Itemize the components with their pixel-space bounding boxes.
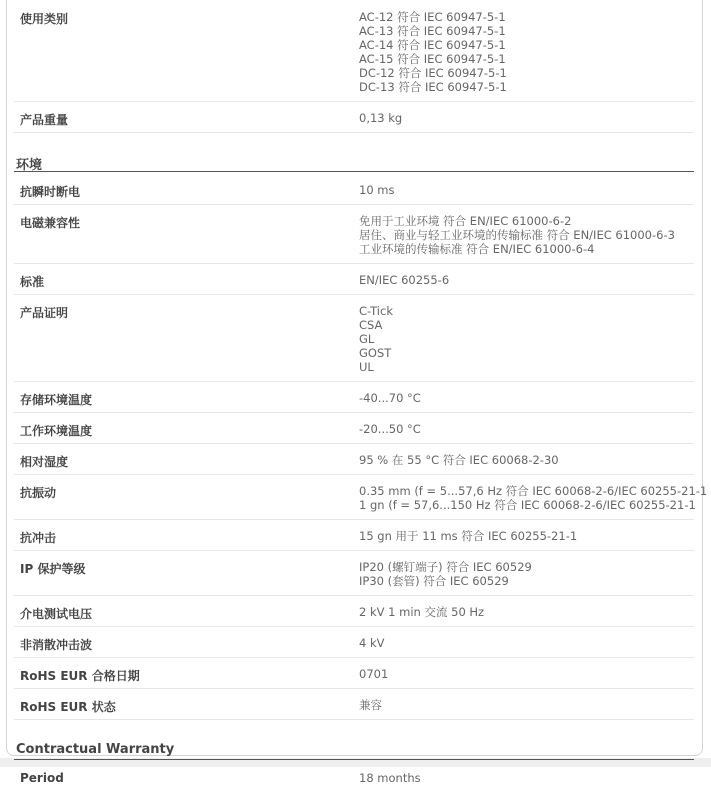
spec-value-line: 0.35 mm (f = 5...57,6 Hz 符合 IEC 60068-2-6/IEC 60255-21-1 xyxy=(359,484,708,498)
spec-row xyxy=(14,173,694,205)
spec-row xyxy=(14,294,694,382)
spec-value-line: 0701 xyxy=(359,667,389,681)
spec-value-line: 95 % 在 55 °C 符合 IEC 60068-2-30 xyxy=(359,453,559,467)
spec-values xyxy=(359,111,402,125)
spec-values xyxy=(359,453,559,467)
spec-value-line: AC-13 符合 IEC 60947-5-1 xyxy=(359,24,506,38)
spec-value-line: 2 kV 1 min 交流 50 Hz xyxy=(359,605,485,619)
spec-row xyxy=(14,595,694,627)
spec-label: 存储环境温度 xyxy=(20,393,93,407)
spec-row xyxy=(14,381,694,413)
section-divider xyxy=(14,171,694,172)
spec-label: 抗振动 xyxy=(20,486,57,500)
spec-label: 相对湿度 xyxy=(20,455,69,469)
spec-label: IP 保护等级 xyxy=(20,562,86,576)
spec-values xyxy=(359,529,577,543)
spec-row xyxy=(14,626,694,658)
spec-value-line: 免用于工业环境 符合 EN/IEC 61000-6-2 xyxy=(359,214,572,228)
spec-row xyxy=(14,519,694,551)
spec-value-line: DC-12 符合 IEC 60947-5-1 xyxy=(359,66,507,80)
spec-value-line: 4 kV xyxy=(359,636,385,650)
spec-label: 产品证明 xyxy=(20,306,69,320)
spec-row xyxy=(14,443,694,475)
spec-label: 使用类别 xyxy=(20,12,69,26)
spec-value-line: 10 ms xyxy=(359,183,395,197)
spec-value-line: AC-12 符合 IEC 60947-5-1 xyxy=(359,10,506,24)
spec-value-line: 工业环境的传输标准 符合 EN/IEC 61000-6-4 xyxy=(359,242,595,256)
spec-label: 抗瞬时断电 xyxy=(20,185,81,199)
spec-row xyxy=(14,550,694,596)
spec-label: Period xyxy=(20,771,64,785)
spec-value-line: -20...50 °C xyxy=(359,422,421,436)
spec-value-line: 0,13 kg xyxy=(359,111,403,125)
spec-label: 标准 xyxy=(20,275,45,289)
spec-row xyxy=(14,688,694,720)
spec-values xyxy=(359,304,393,374)
spec-value-line: EN/IEC 60255-6 xyxy=(359,273,450,287)
spec-values xyxy=(359,484,707,512)
spec-value-line: 1 gn (f = 57,6...150 Hz 符合 IEC 60068-2-6/IEC 60255-21-1 xyxy=(359,498,696,512)
spec-value-line: AC-14 符合 IEC 60947-5-1 xyxy=(359,38,506,52)
spec-value-line: CSA xyxy=(359,318,383,332)
spec-row xyxy=(14,412,694,444)
spec-label: RoHS EUR 状态 xyxy=(20,700,116,714)
spec-values xyxy=(359,771,421,785)
spec-row xyxy=(14,263,694,295)
spec-label: RoHS EUR 合格日期 xyxy=(20,669,140,683)
spec-value-line: 18 months xyxy=(359,771,421,785)
spec-values xyxy=(359,560,532,588)
spec-label: 工作环境温度 xyxy=(20,424,93,438)
spec-value-line: AC-15 符合 IEC 60947-5-1 xyxy=(359,52,506,66)
spec-values xyxy=(359,391,421,405)
spec-values xyxy=(359,273,449,287)
section-divider xyxy=(14,759,694,760)
spec-label: 电磁兼容性 xyxy=(20,216,81,230)
spec-row xyxy=(14,474,708,520)
spec-values xyxy=(359,214,675,256)
spec-value-line: 15 gn 用于 11 ms 符合 IEC 60255-21-1 xyxy=(359,529,578,543)
spec-values xyxy=(359,10,507,94)
spec-row xyxy=(14,0,694,102)
section-title: 环境 xyxy=(16,158,43,173)
spec-label: 抗冲击 xyxy=(20,531,57,545)
spec-values xyxy=(359,605,484,619)
spec-label: 介电测试电压 xyxy=(20,607,93,621)
spec-values xyxy=(359,667,388,681)
spec-value-line: 居住、商业与轻工业环境的传输标准 符合 EN/IEC 61000-6-3 xyxy=(359,228,675,242)
spec-value-line: GOST xyxy=(359,346,392,360)
spec-values xyxy=(359,636,385,650)
spec-values xyxy=(359,698,382,712)
spec-value-line: UL xyxy=(359,360,374,374)
spec-value-line: IP20 (螺钉端子) 符合 IEC 60529 xyxy=(359,560,532,574)
spec-value-line: IP30 (套管) 符合 IEC 60529 xyxy=(359,574,509,588)
spec-value-line: 兼容 xyxy=(359,698,382,712)
spec-values xyxy=(359,422,421,436)
spec-value-line: -40...70 °C xyxy=(359,391,421,405)
spec-row xyxy=(14,761,694,792)
spec-label: 产品重量 xyxy=(20,113,69,127)
spec-value-line: DC-13 符合 IEC 60947-5-1 xyxy=(359,80,507,94)
spec-label: 非消散冲击波 xyxy=(20,638,93,652)
spec-row xyxy=(14,101,694,133)
spec-value-line: GL xyxy=(359,332,375,346)
spec-value-line: C-Tick xyxy=(359,304,393,318)
spec-row xyxy=(14,204,694,264)
spec-values xyxy=(359,183,394,197)
section-title: Contractual Warranty xyxy=(16,742,175,757)
spec-row xyxy=(14,657,694,689)
